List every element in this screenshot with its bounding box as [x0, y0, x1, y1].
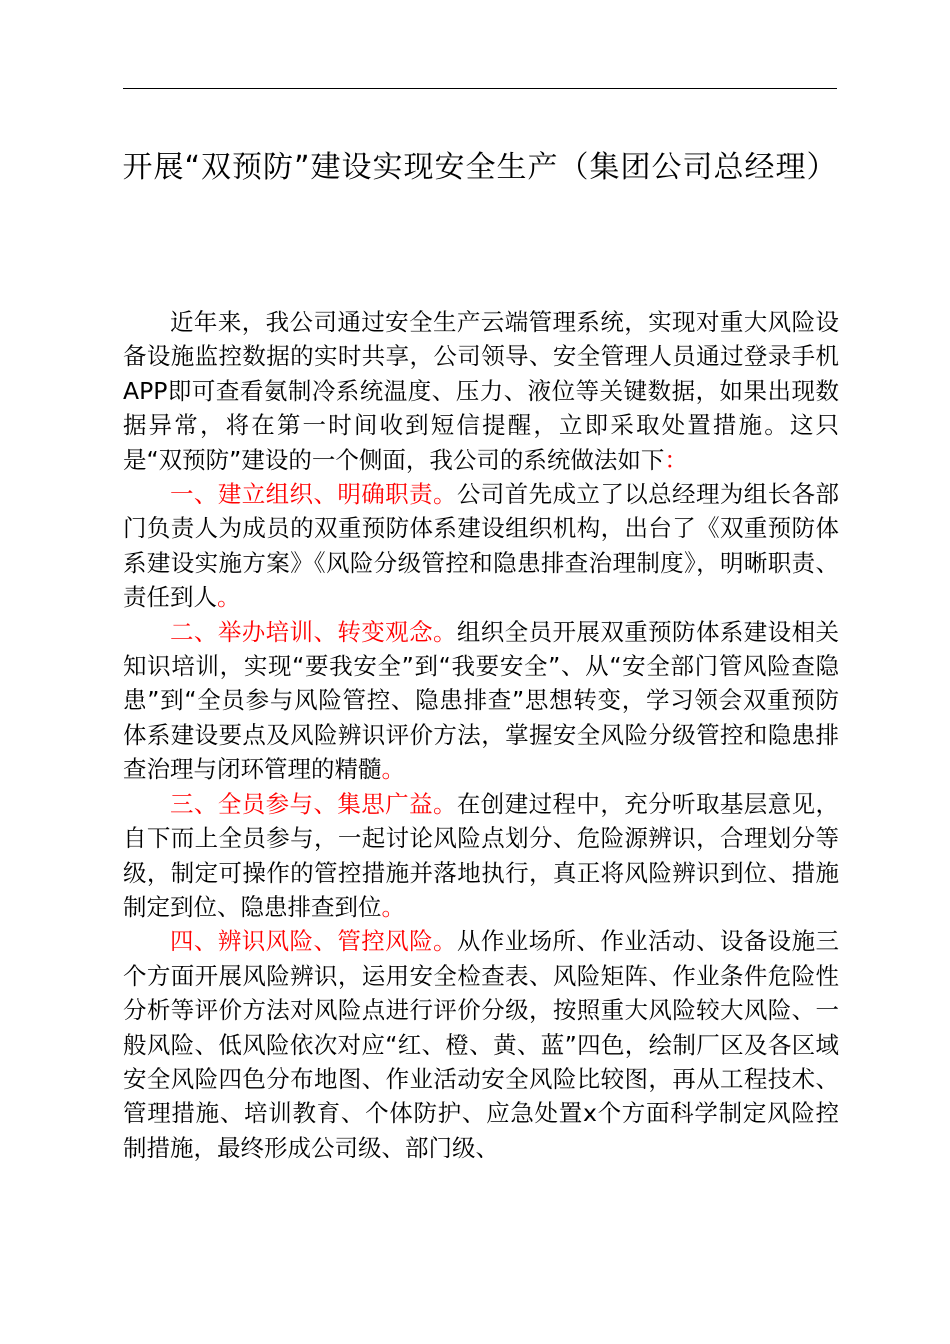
section-text-3: 在创建过程中，充分听取基层意见，自下而上全员参与，一起讨论风险点划分、危险源辨识，合理划分等级，制定可操作的管控措施并落地执行，真正将风险辨识到位、措施制定到位、隐患排查到位 [123, 789, 840, 921]
document-body [123, 305, 839, 1165]
section-text-2: 组织全员开展双重预防体系建设相关知识培训，实现“要我安全”到“我要安全”、从“安全部门管风险查隐患”到“全员参与风险管控、隐患排查”思想转变，学习领会双重预防体系建设要点及风险辨识评价方法，掌握安全风险分级管控和隐患排查治理与闭环管理的精髓 [123, 617, 840, 784]
intro-text: 近年来，我公司通过安全生产云端管理系统，实现对重大风险设备设施监控数据的实时共享，公司领导、安全管理人员通过登录手机APP即可查看氨制冷系统温度、压力、液位等关键数据，如果出现数据异常，将在第一时间收到短信提醒，立即采取处置措施。这只是“双预防”建设的一个侧面，我公司的系统做法如下 [123, 308, 839, 474]
document-title: 开展“双预防”建设实现安全生产（集团公司总经理） [122, 150, 838, 185]
section-end-2: 。 [381, 755, 405, 784]
section-paragraph-3 [123, 787, 839, 925]
section-heading-4: 四、辨识风险、管控风险。 [170, 927, 457, 956]
section-heading-1: 一、建立组织、明确职责。 [170, 480, 457, 509]
section-text-4: 从作业场所、作业活动、设备设施三个方面开展风险辨识，运用安全检查表、风险矩阵、作业条件危险性分析等评价方法对风险点进行评价分级，按照重大风险较大风险、一般风险、低风险依次对应“红、橙、黄、蓝”四色，绘制厂区及各区域安全风险四色分布地图、作业活动安全风险比较图，再从工程技术、管理措施、培训教育、个体防护、应急处置x个方面科学制定风险控制措施，最终形成公司级、部门级、 [123, 927, 840, 1162]
section-heading-2: 二、举办培训、转变观念。 [170, 617, 457, 646]
section-paragraph-2 [123, 615, 839, 787]
section-end-3: 。 [381, 892, 405, 921]
section-text-1: 公司首先成立了以总经理为组长各部门负责人为成员的双重预防体系建设组织机构，出台了《双重预防体系建设实施方案》《风险分级管控和隐患排查治理制度》，明晰职责、责任到人 [123, 480, 840, 612]
section-paragraph-1 [123, 477, 839, 615]
intro-paragraph [123, 305, 839, 477]
section-paragraph-4 [123, 924, 839, 1165]
section-end-1: 。 [217, 583, 241, 612]
intro-colon: ： [664, 445, 688, 474]
section-heading-3: 三、全员参与、集思广益。 [170, 789, 457, 818]
header-rule [123, 88, 837, 89]
